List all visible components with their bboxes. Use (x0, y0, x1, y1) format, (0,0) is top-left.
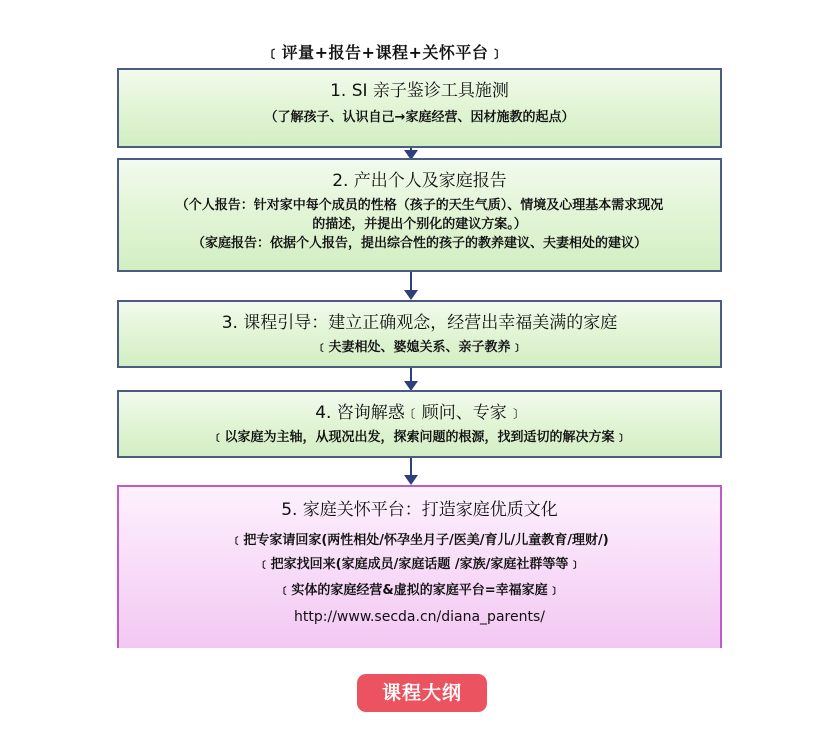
arrow-3-to-4 (404, 368, 418, 392)
course-outline-badge: 课程大纲 (357, 674, 487, 712)
step-2-box (117, 158, 722, 272)
step-5-url: http://www.secda.cn/diana_parents/ (294, 609, 545, 625)
step-5-title: 5. 家庭关怀平台：打造家庭优质文化 (281, 500, 558, 520)
step-5-line-2: ﹝把家找回来(家庭成员/家庭话题 /家族/家庭社群等等﹞ (257, 557, 582, 572)
arrow-2-to-3 (404, 272, 418, 302)
step-4-box (117, 390, 722, 458)
arrow-4-to-5 (404, 458, 418, 486)
step-5-line-1: ﹝把专家请回家(两性相处/怀孕坐月子/医美/育儿/儿童教育/理财/) (230, 533, 609, 548)
step-4-title: 4. 咨询解惑﹝顾问、专家﹞ (315, 403, 524, 423)
step-3-box (117, 300, 722, 368)
step-2-title: 2. 产出个人及家庭报告 (332, 171, 507, 191)
step-5-line-3: ﹝实体的家庭经营&虚拟的家庭平台=幸福家庭﹞ (278, 583, 561, 598)
step-4-line-1: ﹝以家庭为主轴，从现况出发，探索问题的根源，找到适切的解决方案﹞ (211, 430, 628, 445)
step-5-box (117, 485, 722, 648)
step-1-line-1: （了解孩子、认识自己→家庭经营、因材施教的起点） (264, 110, 575, 125)
step-1-title: 1. SI 亲子鉴诊工具施测 (330, 81, 509, 101)
step-2-line-3: （家庭报告：依据个人报告，提出综合性的孩子的教养建议、夫妻相处的建议） (191, 236, 647, 251)
step-1-box (117, 68, 722, 148)
diagram-heading: ﹝评量+报告+课程+关怀平台﹞ (265, 43, 505, 62)
step-3-line-1: ﹝夫妻相处、婆媳关系、亲子教养﹞ (315, 340, 524, 355)
step-3-title: 3. 课程引导：建立正确观念，经营出幸福美满的家庭 (221, 313, 618, 333)
step-2-line-2: 的描述，并提出个别化的建议方案。） (312, 217, 527, 232)
step-2-line-1: （个人报告：针对家中每个成员的性格（孩子的天生气质）、情境及心理基本需求现况 (175, 198, 664, 213)
